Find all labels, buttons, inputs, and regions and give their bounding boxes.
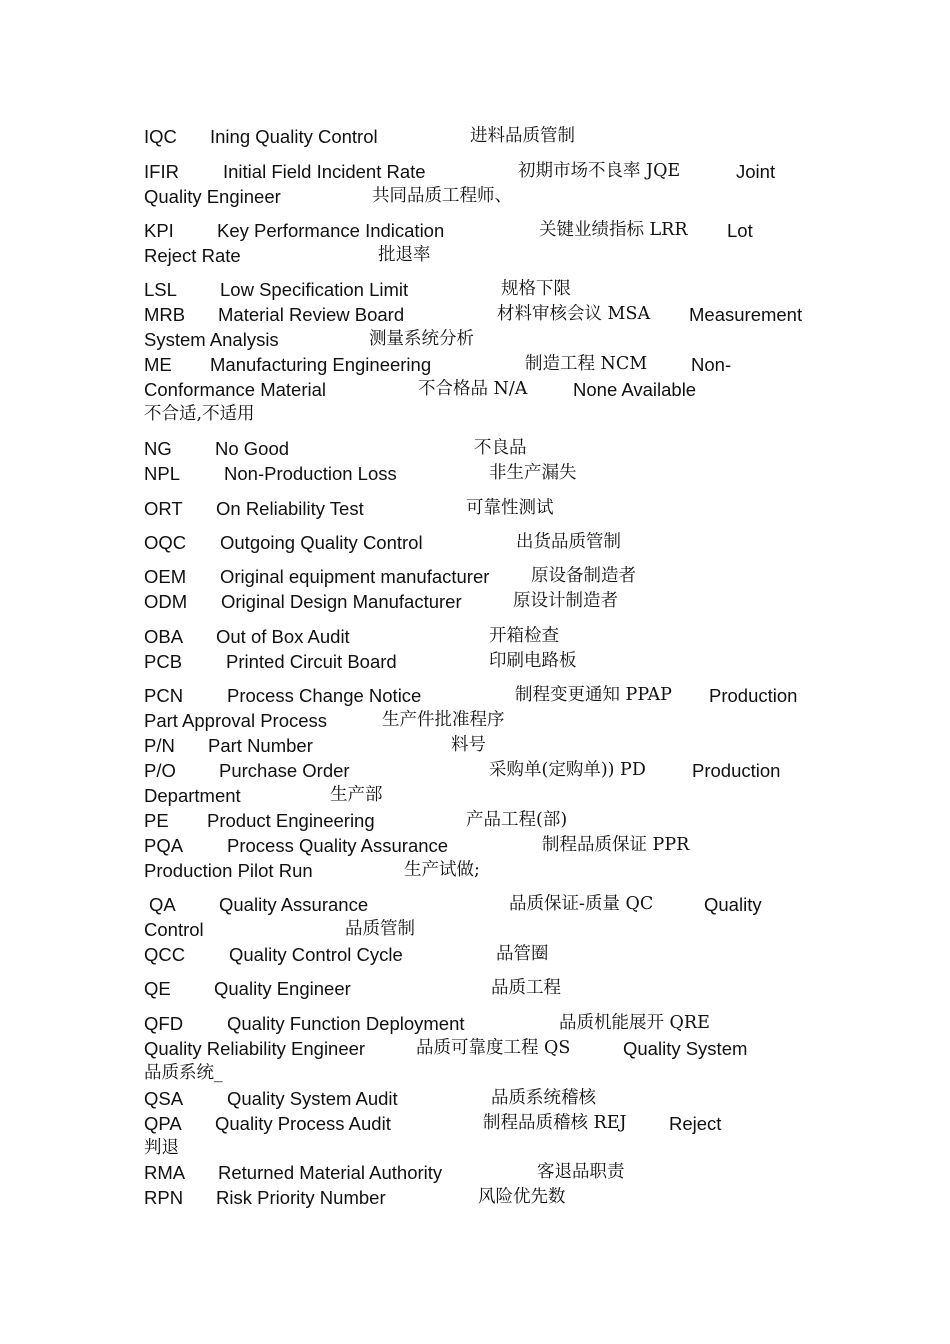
- chinese-term: 印刷电路板: [489, 651, 577, 671]
- text-line: [0, 243, 950, 268]
- text-line: [0, 708, 950, 733]
- text-line: [0, 1160, 950, 1185]
- text-line: [0, 564, 950, 589]
- text-line: [0, 184, 950, 209]
- chinese-term: 品质管制: [345, 919, 415, 939]
- chinese-term: 可靠性测试: [466, 498, 554, 518]
- chinese-term: 进料品质管制: [470, 126, 575, 146]
- text-line: [0, 624, 950, 649]
- chinese-term: 风险优先数: [478, 1187, 566, 1207]
- text-line: [0, 833, 950, 858]
- chinese-term: 采购单(定购单)) PD: [489, 760, 646, 780]
- definition: None Available: [573, 379, 697, 400]
- chinese-term: 制造工程 NCM: [525, 354, 648, 374]
- text-line: [0, 1036, 950, 1061]
- acronym: P/O: [144, 760, 176, 781]
- text-line: [0, 917, 950, 942]
- definition: Reject Rate: [144, 245, 241, 266]
- chinese-term: 制程品质保证 PPR: [542, 835, 690, 855]
- definition: Joint: [736, 161, 776, 182]
- definition: Initial Field Incident Rate: [223, 161, 426, 182]
- chinese-term: 产品工程(部): [466, 810, 568, 830]
- definition: Reject: [669, 1113, 722, 1134]
- definition: Process Change Notice: [227, 685, 422, 706]
- chinese-term: 共同品质工程师、: [372, 186, 512, 206]
- definition: Quality Function Deployment: [227, 1013, 465, 1034]
- text-line: [0, 302, 950, 327]
- chinese-term: 品质可靠度工程 QS: [416, 1038, 571, 1058]
- chinese-term: 原设备制造者: [531, 566, 636, 586]
- chinese-term: 制程品质稽核 REJ: [483, 1113, 627, 1133]
- acronym: QE: [144, 978, 171, 999]
- definition: Quality Control Cycle: [229, 944, 403, 965]
- chinese-term: 品质保证-质量 QC: [509, 894, 654, 914]
- definition: Part Approval Process: [144, 710, 328, 731]
- text-line: [0, 1086, 950, 1111]
- chinese-term: 测量系统分析: [369, 329, 474, 349]
- definition: Material Review Board: [218, 304, 405, 325]
- text-line: [0, 327, 950, 352]
- chinese-term: 开箱检查: [489, 626, 559, 646]
- text-line: [0, 1136, 950, 1161]
- acronym: QSA: [144, 1088, 184, 1109]
- acronym: ORT: [144, 498, 183, 519]
- chinese-term: 不良品: [474, 438, 527, 458]
- chinese-term: 材料审核会议 MSA: [497, 304, 651, 324]
- text-line: [0, 461, 950, 486]
- chinese-term: 原设计制造者: [513, 591, 618, 611]
- acronym: LSL: [144, 279, 177, 300]
- chinese-term: 规格下限: [501, 279, 571, 299]
- text-line: [0, 496, 950, 521]
- acronym: P/N: [144, 735, 175, 756]
- chinese-term: 关键业绩指标 LRR: [539, 220, 688, 240]
- chinese-term: 不合格品 N/A: [418, 379, 528, 399]
- acronym: PCN: [144, 685, 184, 706]
- acronym: QPA: [144, 1113, 182, 1134]
- definition: Product Engineering: [207, 810, 375, 831]
- text-line: [0, 402, 950, 427]
- chinese-term: 批退率: [378, 245, 431, 265]
- acronym: IQC: [144, 126, 177, 147]
- text-line: [0, 808, 950, 833]
- definition: Quality: [704, 894, 762, 915]
- definition: Production: [709, 685, 798, 706]
- text-line: [0, 352, 950, 377]
- definition: Ining Quality Control: [210, 126, 378, 147]
- text-line: [0, 892, 950, 917]
- definition: Outgoing Quality Control: [220, 532, 423, 553]
- text-line: [0, 124, 950, 149]
- text-line: [0, 377, 950, 402]
- chinese-term: 非生产漏失: [489, 463, 577, 483]
- text-line: [0, 1185, 950, 1210]
- definition: Control: [144, 919, 204, 940]
- text-line: [0, 589, 950, 614]
- acronym: MRB: [144, 304, 186, 325]
- text-line: [0, 159, 950, 184]
- definition: Quality Engineer: [144, 186, 281, 207]
- chinese-term: 品质系统_: [144, 1063, 223, 1083]
- definition: Quality System: [623, 1038, 748, 1059]
- definition: No Good: [215, 438, 290, 459]
- acronym: QCC: [144, 944, 186, 965]
- acronym: PQA: [144, 835, 184, 856]
- definition: Printed Circuit Board: [226, 651, 397, 672]
- definition: On Reliability Test: [216, 498, 364, 519]
- text-line: [0, 436, 950, 461]
- definition: Conformance Material: [144, 379, 326, 400]
- text-line: [0, 942, 950, 967]
- definition: Key Performance Indication: [217, 220, 445, 241]
- definition: Returned Material Authority: [218, 1162, 443, 1183]
- text-line: [0, 649, 950, 674]
- acronym: ME: [144, 354, 172, 375]
- chinese-term: 不合适,不适用: [144, 404, 255, 424]
- acronym: ODM: [144, 591, 188, 612]
- acronym: OEM: [144, 566, 187, 587]
- chinese-term: 判退: [144, 1138, 179, 1158]
- definition: Quality System Audit: [227, 1088, 398, 1109]
- definition: Non-: [691, 354, 732, 375]
- acronym: KPI: [144, 220, 174, 241]
- text-line: [0, 758, 950, 783]
- acronym: OBA: [144, 626, 184, 647]
- definition: Quality Assurance: [219, 894, 369, 915]
- definition: Measurement: [689, 304, 803, 325]
- text-line: [0, 976, 950, 1001]
- text-line: [0, 1011, 950, 1036]
- acronym: NG: [144, 438, 172, 459]
- acronym: RPN: [144, 1187, 184, 1208]
- text-line: [0, 218, 950, 243]
- chinese-term: 生产部: [330, 785, 383, 805]
- acronym: PCB: [144, 651, 183, 672]
- definition: Out of Box Audit: [216, 626, 350, 647]
- text-line: [0, 1061, 950, 1086]
- chinese-term: 料号: [451, 735, 486, 755]
- chinese-term: 生产试做;: [404, 860, 480, 880]
- definition: Process Quality Assurance: [227, 835, 449, 856]
- definition: Original equipment manufacturer: [220, 566, 490, 587]
- definition: Risk Priority Number: [216, 1187, 386, 1208]
- text-line: [0, 683, 950, 708]
- acronym: IFIR: [144, 161, 179, 182]
- acronym: OQC: [144, 532, 187, 553]
- definition: Quality Reliability Engineer: [144, 1038, 366, 1059]
- acronym: PE: [144, 810, 169, 831]
- definition: Quality Process Audit: [215, 1113, 391, 1134]
- acronym: QFD: [144, 1013, 184, 1034]
- chinese-term: 初期市场不良率 JQE: [518, 161, 681, 181]
- definition: Lot: [727, 220, 753, 241]
- definition: Department: [144, 785, 241, 806]
- chinese-term: 品质工程: [491, 978, 561, 998]
- definition: Manufacturing Engineering: [210, 354, 432, 375]
- definition: Production: [692, 760, 781, 781]
- text-line: [0, 783, 950, 808]
- chinese-term: 品质系统稽核: [491, 1088, 596, 1108]
- chinese-term: 制程变更通知 PPAP: [515, 685, 672, 705]
- text-line: [0, 733, 950, 758]
- chinese-term: 出货品质管制: [516, 532, 621, 552]
- text-line: [0, 530, 950, 555]
- chinese-term: 品管圈: [496, 944, 549, 964]
- definition: Purchase Order: [219, 760, 350, 781]
- text-line: [0, 858, 950, 883]
- definition: Production Pilot Run: [144, 860, 313, 881]
- acronym: QA: [149, 894, 176, 915]
- definition: Part Number: [208, 735, 313, 756]
- definition: Low Specification Limit: [220, 279, 409, 300]
- text-line: [0, 277, 950, 302]
- definition: Original Design Manufacturer: [221, 591, 462, 612]
- acronym: RMA: [144, 1162, 186, 1183]
- chinese-term: 客退品职责: [537, 1162, 625, 1182]
- text-line: [0, 1111, 950, 1136]
- chinese-term: 生产件批准程序: [382, 710, 505, 730]
- acronym: NPL: [144, 463, 180, 484]
- definition: Non-Production Loss: [224, 463, 397, 484]
- chinese-term: 品质机能展开 QRE: [559, 1013, 710, 1033]
- definition: System Analysis: [144, 329, 279, 350]
- definition: Quality Engineer: [214, 978, 351, 999]
